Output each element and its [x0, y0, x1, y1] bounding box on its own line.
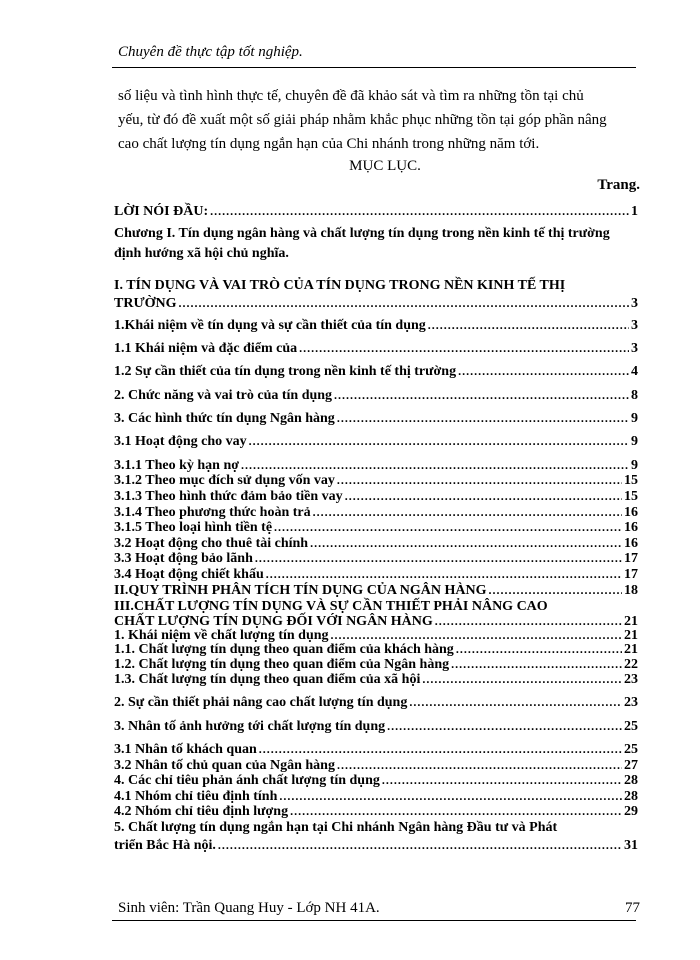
toc-entry-page: 16	[624, 520, 638, 535]
footer-divider	[112, 920, 636, 921]
toc-entry-label: III.CHẤT LƯỢNG TÍN DỤNG VÀ SỰ CẦN THIẾT PHẢI NÂNG CAO	[114, 599, 548, 614]
toc-entry-label: triển Bắc Hà nội.	[114, 838, 216, 853]
toc-entry-label: 3.2 Hoạt động cho thuê tài chính	[114, 536, 309, 551]
toc-entry-label: LỜI NÓI ĐẦU:	[114, 204, 209, 219]
toc-leader-dots	[345, 489, 622, 504]
toc-entry-label: 2. Chức năng và vai trò của tín dụng	[114, 388, 333, 403]
toc-entry-label: 3.1.1 Theo kỳ hạn nợ	[114, 458, 239, 473]
toc-entry[interactable]	[114, 551, 638, 567]
toc-entry[interactable]	[114, 742, 638, 758]
toc-leader-dots	[259, 742, 622, 757]
toc-entry-label: 3.1.4 Theo phương thức hoàn trả	[114, 505, 311, 520]
toc-entry-label: 4.1 Nhóm chỉ tiêu định tính	[114, 789, 278, 804]
toc-entry[interactable]	[114, 411, 638, 427]
toc-entry[interactable]	[114, 672, 638, 688]
toc-entry[interactable]	[114, 789, 638, 805]
toc-entry-label: 1.3. Chất lượng tín dụng theo quan điểm của xã hội	[114, 672, 421, 687]
toc-entry-page: 1	[631, 204, 638, 219]
toc-entry[interactable]	[114, 341, 638, 357]
toc-entry-page: 4	[631, 364, 638, 379]
toc-entry-label: 3. Nhân tố ảnh hưởng tới chất lượng tín dụng	[114, 719, 386, 734]
toc-entry-label: 1.Khái niệm về tín dụng và sự cần thiết của tín dụng	[114, 318, 426, 333]
toc-leader-dots	[266, 567, 622, 582]
toc-leader-dots	[409, 695, 622, 710]
toc-entry[interactable]	[114, 434, 638, 450]
toc-leader-dots	[458, 364, 629, 379]
toc-entry-page: 17	[624, 567, 638, 582]
toc-entry[interactable]	[114, 583, 638, 599]
toc-entry[interactable]	[114, 599, 638, 615]
toc-entry[interactable]	[114, 364, 638, 380]
toc-entry-page: 25	[624, 742, 638, 757]
toc-entry[interactable]	[114, 520, 638, 536]
toc-leader-dots	[334, 388, 629, 403]
toc-entry-page: 17	[624, 551, 638, 566]
toc-entry-label: 1. Khái niệm về chất lượng tín dụng	[114, 628, 329, 643]
toc-entry-label: 3.1 Nhân tố khách quan	[114, 742, 257, 757]
toc-entry-last[interactable]	[114, 818, 638, 838]
toc-entry-label: 2. Sự cần thiết phải nâng cao chất lượng tín dụng	[114, 695, 408, 710]
toc-entry-preface[interactable]	[114, 204, 638, 220]
toc-entry-label: CHẤT LƯỢNG TÍN DỤNG ĐỐI VỚI NGÂN HÀNG	[114, 614, 433, 629]
toc-entry[interactable]	[114, 458, 638, 474]
toc-entry[interactable]	[114, 719, 638, 735]
intro-paragraph	[118, 84, 638, 156]
toc-entry[interactable]	[114, 489, 638, 505]
toc-entry-page: 9	[631, 411, 638, 426]
toc-leader-dots	[337, 758, 622, 773]
toc-entry-page: 31	[624, 838, 638, 853]
toc-leader-dots	[313, 505, 622, 520]
header-divider	[112, 67, 636, 68]
toc-page-column-label: Trang.	[597, 177, 640, 193]
toc-leader-dots	[331, 628, 622, 643]
toc-entry-label: TRƯỜNG	[114, 296, 177, 311]
toc-leader-dots	[218, 838, 622, 853]
toc-entry[interactable]	[114, 642, 638, 658]
toc-leader-dots	[310, 536, 622, 551]
toc-entry-page: 9	[631, 434, 638, 449]
toc-entry[interactable]	[114, 773, 638, 789]
toc-entry-label: 3.1.2 Theo mục đích sử dụng vốn vay	[114, 473, 335, 488]
toc-entry-label: 1.2 Sự cần thiết của tín dụng trong nền kinh tế thị trường	[114, 364, 457, 379]
toc-leader-dots	[428, 318, 629, 333]
toc-section-heading[interactable]: I. TÍN DỤNG VÀ VAI TRÒ CỦA TÍN DỤNG TRONG NỀN KINH TẾ THỊ	[114, 278, 566, 293]
toc-leader-dots	[456, 642, 622, 657]
toc-entry[interactable]	[114, 473, 638, 489]
toc-entry-page: 16	[624, 505, 638, 520]
toc-entry-page: 15	[624, 489, 638, 504]
toc-leader-dots	[387, 719, 622, 734]
toc-entry-page: 28	[624, 773, 638, 788]
toc-leader-dots	[451, 657, 622, 672]
intro-line: cao chất lượng tín dụng ngắn hạn của Chi nhánh trong những năm tới.	[118, 136, 540, 152]
toc-leader-dots	[337, 411, 629, 426]
toc-entry-page: 21	[624, 628, 638, 643]
toc-entry[interactable]	[114, 318, 638, 334]
toc-entry-label: 4.2 Nhóm chỉ tiêu định lượng	[114, 804, 289, 819]
toc-leader-dots	[382, 773, 622, 788]
toc-entry-last-cont[interactable]	[114, 838, 638, 854]
toc-entry-page: 15	[624, 473, 638, 488]
toc-entry-page: 8	[631, 388, 638, 403]
toc-entry-page: 28	[624, 789, 638, 804]
toc-entry-label: 3.1 Hoạt động cho vay	[114, 434, 247, 449]
toc-entry-page: 18	[624, 583, 638, 598]
toc-section-heading-cont[interactable]	[114, 296, 638, 312]
toc-leader-dots	[290, 804, 622, 819]
toc-leader-dots	[279, 789, 622, 804]
toc-chapter-heading[interactable]: Chương I. Tín dụng ngân hàng và chất lượng tín dụng trong nền kinh tế thị trường định hướng xã hội chủ nghĩa.	[114, 226, 610, 261]
toc-entry-label: 4. Các chỉ tiêu phản ánh chất lượng tín dụng	[114, 773, 380, 788]
toc-entry-label: 3.2 Nhân tố chủ quan của Ngân hàng	[114, 758, 335, 773]
toc-entry-page: 9	[631, 458, 638, 473]
intro-line: yếu, từ đó đề xuất một số giải pháp nhằm khắc phục những tồn tại góp phần nâng	[118, 112, 607, 128]
document-title: Chuyên đề thực tập tốt nghiệp.	[118, 44, 303, 60]
toc-entry-page: 3	[631, 318, 638, 333]
toc-entry-label: 3. Các hình thức tín dụng Ngân hàng	[114, 411, 335, 426]
toc-entry-page: 29	[624, 804, 638, 819]
toc-leader-dots	[435, 614, 622, 629]
toc-leader-dots	[337, 473, 622, 488]
toc-entry-label: 5. Chất lượng tín dụng ngắn hạn tại Chi nhánh Ngân hàng Đầu tư và Phát	[114, 820, 558, 835]
intro-line: số liệu và tình hình thực tế, chuyên đề đã khảo sát và tìm ra những tồn tại chủ	[118, 88, 584, 104]
toc-entry[interactable]	[114, 695, 638, 711]
toc-entry-label: II.QUY TRÌNH PHÂN TÍCH TÍN DỤNG CỦA NGÂN HÀNG	[114, 583, 487, 598]
toc-leader-dots	[241, 458, 629, 473]
toc-entry-label: 3.1.3 Theo hình thức đảm bảo tiền vay	[114, 489, 343, 504]
toc-entry-page: 3	[631, 341, 638, 356]
toc-entry-page: 27	[624, 758, 638, 773]
toc-entry-page: 3	[631, 296, 638, 311]
toc-entry-page: 21	[624, 642, 638, 657]
toc-leader-dots	[422, 672, 622, 687]
toc-leader-dots	[178, 296, 629, 311]
toc-entry[interactable]	[114, 505, 638, 521]
toc-entry-label: 1.1 Khái niệm và đặc điểm của	[114, 341, 298, 356]
toc-leader-dots	[210, 204, 629, 219]
toc-title: MỤC LỤC.	[349, 158, 421, 174]
footer-page-number: 77	[625, 900, 640, 916]
toc-leader-dots	[299, 341, 629, 356]
toc-leader-dots	[255, 551, 622, 566]
toc-entry-label: 1.2. Chất lượng tín dụng theo quan điểm của Ngân hàng	[114, 657, 450, 672]
toc-entry[interactable]	[114, 567, 638, 583]
toc-leader-dots	[274, 520, 622, 535]
toc-entry[interactable]	[114, 536, 638, 552]
toc-entry[interactable]	[114, 388, 638, 404]
toc-entry-label: 3.1.5 Theo loại hình tiền tệ	[114, 520, 273, 535]
toc-entry[interactable]	[114, 758, 638, 774]
toc-leader-dots	[249, 434, 629, 449]
toc-entry-page: 25	[624, 719, 638, 734]
footer-author: Sinh viên: Trần Quang Huy - Lớp NH 41A.	[118, 900, 380, 916]
toc-entry-label: 3.4 Hoạt động chiết khấu	[114, 567, 264, 582]
toc-leader-dots	[488, 583, 622, 598]
toc-entry-page: 21	[624, 614, 638, 629]
toc-entry-label: 1.1. Chất lượng tín dụng theo quan điểm của khách hàng	[114, 642, 454, 657]
toc-entry-page: 16	[624, 536, 638, 551]
toc-entry-label: 3.3 Hoạt động bảo lãnh	[114, 551, 253, 566]
toc-entry-page: 23	[624, 695, 638, 710]
toc-entry[interactable]	[114, 657, 638, 673]
toc-entry-page: 23	[624, 672, 638, 687]
toc-entry-page: 22	[624, 657, 638, 672]
